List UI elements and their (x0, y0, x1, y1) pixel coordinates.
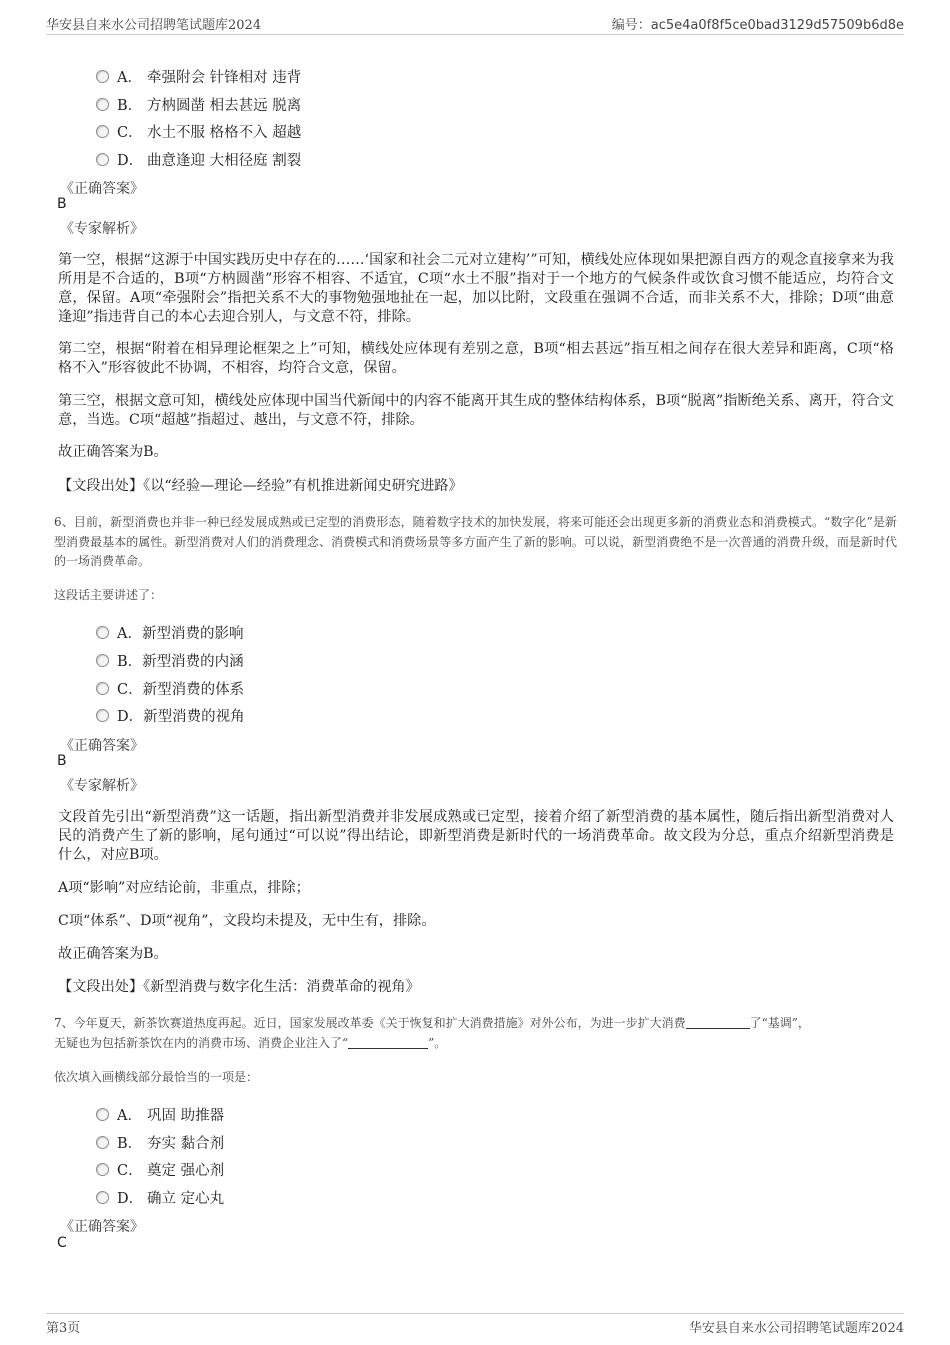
q6-stem: 6、目前，新型消费也并非一种已经发展成熟或已定型的消费形态，随着数字技术的加快发展，将来可能还会出现更多新的消费业态和消费模式。“数字化”是新型消费最基本的属性。新型消费对人们的消费理念、消费模式和消费场景等多方面产生了新的影响。可以说，新型消费绝不是一次普通的消费升级，而是新时代的一场消费革命。 (54, 515, 897, 568)
q7-option-b[interactable] (96, 1132, 224, 1154)
option-text: 水土不服 格格不入 超越 (147, 125, 302, 141)
option-letter: B． (117, 1136, 143, 1152)
option-text: 巩固 助推器 (147, 1108, 225, 1124)
option-letter: D． (117, 709, 144, 725)
q6-analysis-label: 《专家解析》 (60, 778, 144, 794)
radio-icon[interactable] (96, 1191, 109, 1204)
q5-option-c[interactable] (96, 121, 301, 143)
q7-stem-part4: ”。 (428, 1035, 447, 1050)
option-letter: B． (117, 654, 143, 670)
option-letter: D． (117, 1191, 144, 1207)
page-number: 第3页 (46, 1321, 81, 1336)
q6-option-b[interactable] (96, 650, 244, 672)
radio-icon[interactable] (96, 1163, 109, 1176)
q5-analysis-p1: 第一空，根据“这源于中国实践历史中存在的……‘国家和社会二元对立建构’”可知，横线处应体现如果把源自西方的观念直接拿来为我所用是不合适的，B项“方枘圆凿”形容不相容、不适宜，C项“水土不服”指对于一个地方的气候条件或饮食习惯不能适应，均符合文意，保留。A项“牵强附会”指把关系不大的事物勉强地扯在一起，加以比附，文段重在强调不合适，而非关系不大，排除；D项“曲意逢迎”指违背自己的本心去迎合别人，与文意不符，排除。 (58, 252, 894, 325)
q5-analysis-label: 《专家解析》 (60, 221, 144, 237)
q5-source: 【文段出处】《以“经验—理论—经验”有机推进新闻史研究进路》 (58, 478, 463, 494)
radio-icon[interactable] (96, 153, 109, 166)
q7-option-d[interactable] (96, 1187, 224, 1209)
header-code-label: 编号： (611, 18, 651, 33)
radio-icon[interactable] (96, 70, 109, 83)
option-letter: D． (117, 153, 144, 169)
q6-source: 【文段出处】《新型消费与数字化生活：消费革命的视角》 (58, 979, 420, 995)
option-text: 新型消费的视角 (143, 709, 245, 725)
radio-icon[interactable] (96, 1108, 109, 1121)
option-text: 方枘圆凿 相去甚远 脱离 (147, 98, 302, 114)
q5-option-d[interactable] (96, 149, 301, 171)
q7-stem-part3: 无疑也为包括新茶饮在内的消费市场、消费企业注入了“ (54, 1035, 349, 1050)
option-letter: B． (117, 98, 143, 114)
q7-stem-part1: 7、今年夏天，新茶饮赛道热度再起。近日，国家发展改革委《关于恢复和扩大消费措施》对外公布，为进一步扩大消费 (54, 1016, 686, 1030)
q6-answer: B (57, 753, 67, 769)
page-header (46, 12, 904, 35)
q5-answer: B (57, 196, 67, 212)
q6-prompt: 这段话主要讲述了： (54, 588, 163, 602)
option-text: 牵强附会 针锋相对 违背 (147, 70, 302, 86)
option-text: 新型消费的体系 (142, 682, 245, 698)
q7-option-a[interactable] (96, 1104, 224, 1126)
q7-answer-label: 《正确答案》 (60, 1219, 144, 1235)
option-letter: C． (117, 1163, 143, 1179)
header-code-value: ac5e4a0f8f5ce0bad3129d57509b6d8e (650, 18, 904, 33)
option-letter: A． (117, 70, 142, 86)
option-text: 曲意逢迎 大相径庭 割裂 (147, 153, 302, 169)
q7-option-c[interactable] (96, 1159, 224, 1181)
q5-analysis-p3: 第三空，根据文意可知，横线处应体现中国当代新闻中的内容不能离开其生成的整体结构体系，B项“脱离”指断绝关系、离开，符合文意，当选。C项“超越”指超过、越出，与文意不符，排除。 (58, 393, 894, 428)
q6-analysis-p1: 文段首先引出“新型消费”这一话题，指出新型消费并非发展成熟或已定型，接着介绍了新型消费的基本属性，随后指出新型消费对人民的消费产生了新的影响，尾句通过“可以说”得出结论，即新型消费是新时代的一场消费革命。故文段为分总，重点介绍新型消费是什么，对应B项。 (58, 809, 894, 863)
q7-stem (54, 1014, 897, 1053)
header-title: 华安县自来水公司招聘笔试题库2024 (46, 18, 262, 33)
q6-analysis-p2: A项“影响”对应结论前，非重点，排除； (58, 880, 310, 896)
q7-prompt: 依次填入画横线部分最恰当的一项是： (54, 1070, 259, 1084)
q7-stem-part2: 了“基调”， (749, 1016, 810, 1030)
radio-icon[interactable] (96, 1136, 109, 1149)
option-text: 确立 定心丸 (147, 1191, 225, 1207)
option-text: 夯实 黏合剂 (147, 1136, 225, 1152)
radio-icon[interactable] (96, 709, 109, 722)
page-footer (46, 1313, 904, 1336)
option-letter: C． (117, 682, 143, 698)
header-code (612, 14, 904, 33)
q6-analysis-p3: C项“体系”、D项“视角”，文段均未提及，无中生有，排除。 (58, 913, 436, 929)
q6-option-a[interactable] (96, 622, 243, 644)
q7-answer: C (57, 1235, 67, 1251)
radio-icon[interactable] (96, 98, 109, 111)
q7-blank-2 (348, 1035, 428, 1049)
option-letter: A． (117, 1108, 142, 1124)
q5-analysis-p2: 第二空，根据“附着在相异理论框架之上”可知，横线处应体现有差别之意，B项“相去甚远”指互相之间存在很大差异和距离，C项“格格不入”形容彼此不协调，不相容，均符合文意，保留。 (58, 341, 894, 376)
radio-icon[interactable] (96, 654, 109, 667)
q6-conclusion: 故正确答案为B。 (58, 946, 168, 962)
q6-answer-label: 《正确答案》 (60, 738, 144, 754)
radio-icon[interactable] (96, 682, 109, 695)
q5-option-b[interactable] (96, 94, 301, 116)
option-letter: A． (117, 626, 142, 642)
option-text: 新型消费的内涵 (142, 654, 244, 670)
option-letter: C． (117, 125, 143, 141)
footer-title: 华安县自来水公司招聘笔试题库2024 (688, 1321, 904, 1336)
radio-icon[interactable] (96, 125, 109, 138)
q5-answer-label: 《正确答案》 (60, 181, 144, 197)
q6-option-c[interactable] (96, 678, 244, 700)
q6-option-d[interactable] (96, 705, 245, 727)
option-text: 奠定 强心剂 (147, 1163, 225, 1179)
q5-conclusion: 故正确答案为B。 (58, 444, 168, 460)
q5-option-a[interactable] (96, 66, 301, 88)
option-text: 新型消费的影响 (141, 626, 244, 642)
radio-icon[interactable] (96, 626, 109, 639)
q7-blank-1 (686, 1015, 750, 1029)
